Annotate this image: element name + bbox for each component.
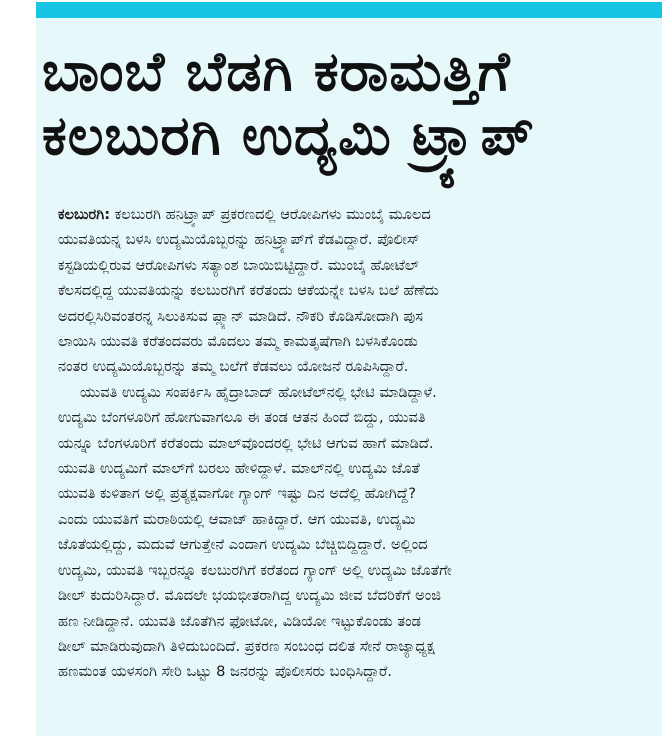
article-text: ಕಲಬುರಗಿ ಹನಿಟ್ರ್ಯಾಪ್ ಪ್ರಕರಣದಲ್ಲಿ ಆರೋಪಿಗಳು ಮುಂಬೈ ಮೂಲದ: [110, 206, 431, 223]
headline-line-2: ಕಲಬುರಗಿ ಉದ್ಯಮಿ ಟ್ರ್ಯಾಪ್: [42, 104, 535, 167]
dateline: ಕಲಬುರಗಿ:: [58, 206, 111, 223]
article-line: ಲಾಯಿಸಿ ಯುವತಿ ಕರೆತಂದವರು ಮೊದಲು ತಮ್ಮ ಕಾಮತೃಷೆಗಾಗಿ ಬಳಸಿಕೊಂಡು: [58, 333, 418, 351]
article-line: ಯುವತಿ ಉದ್ಯಮಿ ಸಂಪರ್ಕಿಸಿ ಹೈದ್ರಾಬಾದ್ ಹೋಟೆಲ್‌ನಲ್ಲಿ ಭೇಟಿ ಮಾಡಿದ್ದಾಳೆ.: [80, 383, 437, 401]
article-line: ಕಸ್ಟಡಿಯಲ್ಲಿರುವ ಆರೋಪಿಗಳು ಸತ್ಯಾಂಶ ಬಾಯಿಬಿಟ್ಟಿದ್ದಾರೆ. ಮುಂಬೈ ಹೋಟೆಲ್: [58, 256, 420, 274]
article-line: ಅದರಲ್ಲಿಸಿರಿವಂತರನ್ನ ಸಿಲುಕಿಸುವ ಪ್ಲ್ಯಾನ್ ಮಾಡಿದೆ. ನೌಕರಿ ಕೊಡಿಸೋದಾಗಿ ಪುಸ: [58, 307, 423, 325]
article-line: ಜೊತೆಯಲ್ಲಿದ್ದು, ಮದುವೆ ಆಗುತ್ತೇನೆ ಎಂದಾಗ ಉದ್ಯಮಿ ಬೆಚ್ಚಿಬಿದ್ದಿದ್ದಾರೆ. ಅಲ್ಲಿಂದ: [58, 536, 428, 554]
article-body: [58, 202, 630, 685]
article-line: ಎಂದು ಯುವತಿಗೆ ಮರಾಠಿಯಲ್ಲಿ ಆವಾಜ್ ಹಾಕಿದ್ದಾರೆ. ಆಗ ಯುವತಿ, ಉದ್ಯಮಿ: [58, 510, 416, 528]
top-accent-bar: [36, 2, 662, 18]
headline: [42, 40, 634, 168]
article-line: ಯುವತಿ ಉದ್ಯಮಿಗೆ ಮಾಲ್‌ಗೆ ಬರಲು ಹೇಳಿದ್ದಾಳೆ. ಮಾಲ್‌ನಲ್ಲಿ ಉದ್ಯಮಿ ಜೊತೆ: [58, 460, 420, 478]
article-line: ಉದ್ಯಮಿ, ಯುವತಿ ಇಬ್ಬರನ್ನೂ ಕಲಬುರಗಿಗೆ ಕರೆತಂದ ಗ್ಯಾಂಗ್ ಅಲ್ಲಿ ಉದ್ಯಮಿ ಜೊತೆಗೇ: [58, 561, 452, 579]
article-line: ಯುವತಿಯನ್ನ ಬಳಸಿ ಉದ್ಯಮಿಯೊಬ್ಬರನ್ನು ಹನಿಟ್ರ್ಯಾಪ್‌ಗೆ ಕೆಡವಿದ್ದಾರೆ. ಪೊಲೀಸ್: [58, 231, 420, 249]
article-line: [58, 202, 630, 227]
article-line: ಹಣ ನೀಡಿದ್ದಾನೆ. ಯುವತಿ ಜೊತೆಗಿನ ಫೋಟೋ, ವಿಡಿಯೋ ಇಟ್ಟುಕೊಂಡು ತಂಡ: [58, 612, 421, 630]
article-line: ಡೀಲ್ ಮಾಡಿರುವುದಾಗಿ ತಿಳಿದುಬಂದಿದೆ. ಪ್ರಕರಣ ಸಂಬಂಧ ದಲಿತ ಸೇನೆ ರಾಜ್ಯಾಧ್ಯಕ್ಷ: [58, 637, 435, 655]
article-line: ಹಣಮಂತ ಯಳಸಂಗಿ ಸೇರಿ ಒಟ್ಟು 8 ಜನರನ್ನು ಪೊಲೀಸರು ಬಂಧಿಸಿದ್ದಾರೆ.: [58, 663, 392, 681]
article-line: ನಂತರ ಉದ್ಯಮಿಯೊಬ್ಬರನ್ನು ತಮ್ಮ ಬಲೆಗೆ ಕೆಡವಲು ಯೋಜನೆ ರೂಪಿಸಿದ್ದಾರೆ.: [58, 358, 409, 376]
article-line: ಡೀಲ್ ಕುದುರಿಸಿದ್ದಾರೆ. ಮೊದಲೇ ಭಯಭೀತರಾಗಿದ್ದ ಉದ್ಯಮಿ ಜೀವ ಬೆದರಿಕೆಗೆ ಅಂಜಿ: [58, 587, 442, 605]
article-line: ಕೆಲಸದಲ್ಲಿದ್ದ ಯುವತಿಯನ್ನು ಕಲಬುರಗಿಗೆ ಕರೆತಂದು ಆಕೆಯನ್ನೇ ಬಳಸಿ ಬಲೆ ಹೆಣೆದು: [58, 282, 439, 300]
article-line: ಯುವತಿ ಕುಳಿತಾಗ ಅಲ್ಲಿ ಪ್ರತ್ಯಕ್ಷವಾಗೋ ಗ್ಯಾಂಗ್ ಇಷ್ಟು ದಿನ ಅದೆಲ್ಲಿ ಹೋಗಿದ್ದೆ?: [58, 485, 416, 503]
headline-line-1: ಬಾಂಬೆ ಬೆಡಗಿ ಕರಾಮತ್ತಿಗೆ: [42, 40, 511, 103]
article-line: ಉದ್ಯಮಿ ಬೆಂಗಳೂರಿಗೆ ಹೋಗುವಾಗಲೂ ಈ ತಂಡ ಆತನ ಹಿಂದೆ ಬಿದ್ದು, ಯುವತಿ: [58, 409, 426, 427]
article-line: ಯನ್ನೂ ಬೆಂಗಳೂರಿಗೆ ಕರೆತಂದು ಮಾಲ್‌ವೊಂದರಲ್ಲಿ ಭೇಟಿ ಆಗುವ ಹಾಗೆ ಮಾಡಿದೆ.: [58, 434, 434, 452]
